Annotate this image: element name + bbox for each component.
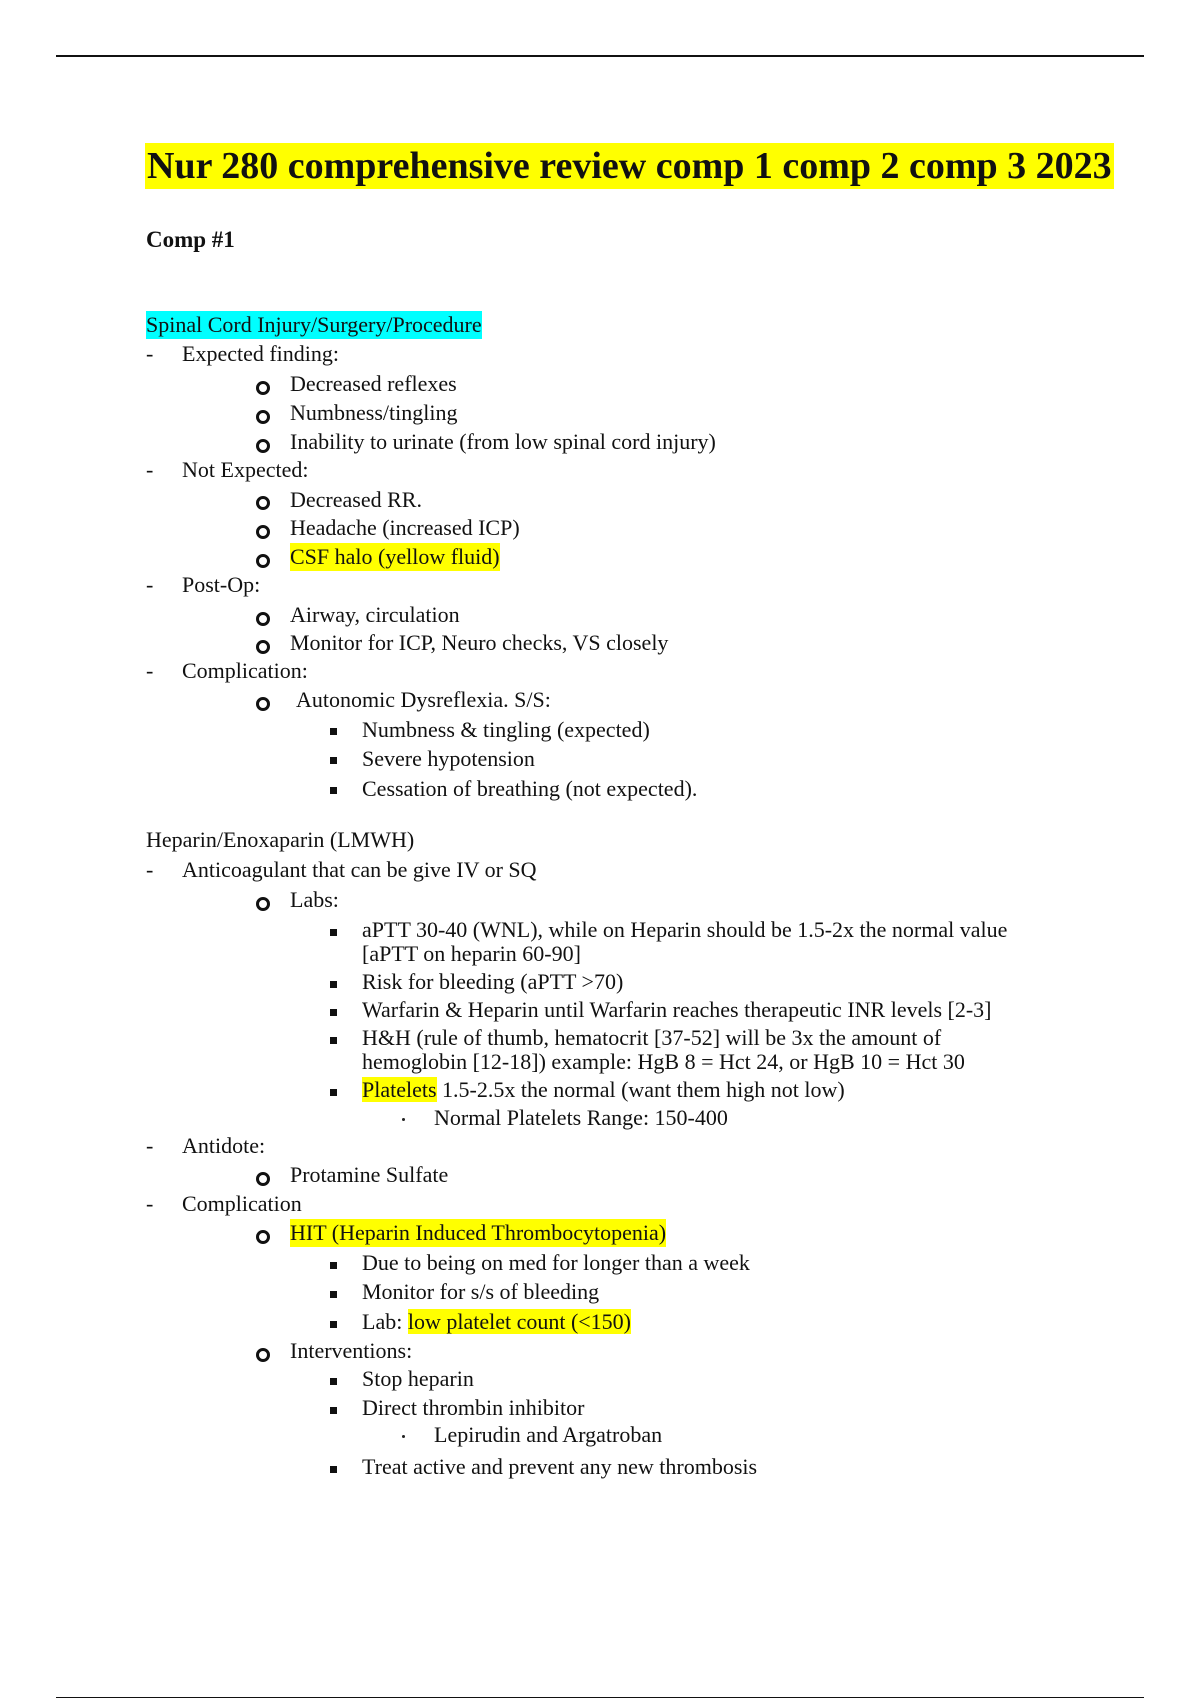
document-title: Nur 280 comprehensive review comp 1 comp 2 comp 3 2023 (147, 145, 1112, 187)
list-item: Lepirudin and Argatroban (434, 1422, 663, 1447)
list-item: Autonomic Dysreflexia. S/S: (296, 687, 551, 712)
list-item-highlighted: HIT (Heparin Induced Thrombocytopenia) (290, 1220, 667, 1245)
list-item: Monitor for ICP, Neuro checks, VS closely (290, 630, 669, 655)
list-item: Complication (182, 1191, 302, 1216)
comp-heading: Comp #1 (146, 227, 235, 252)
circle-bullet (256, 612, 270, 626)
circle-bullet (256, 1172, 270, 1186)
square-bullet (330, 1378, 337, 1385)
list-item: Cessation of breathing (not expected). (362, 776, 698, 801)
list-item: Normal Platelets Range: 150-400 (434, 1105, 728, 1130)
list-item: H&H (rule of thumb, hematocrit [37-52] will be 3x the amount of (362, 1025, 942, 1050)
list-item: aPTT 30-40 (WNL), while on Heparin should be 1.5-2x the normal value (362, 917, 1008, 942)
square-bullet (330, 1321, 337, 1328)
circle-bullet (256, 410, 270, 424)
list-item: Decreased reflexes (290, 371, 457, 396)
list-item: Warfarin & Heparin until Warfarin reaches therapeutic INR levels [2-3] (362, 997, 992, 1022)
circle-bullet (256, 640, 270, 654)
circle-bullet (256, 554, 270, 568)
list-item: Decreased RR. (290, 487, 422, 512)
square-bullet (330, 1407, 337, 1414)
list-item: Anticoagulant that can be give IV or SQ (182, 857, 537, 882)
section-heading-spinal: Spinal Cord Injury/Surgery/Procedure (146, 312, 482, 337)
list-item: Expected finding: (182, 341, 340, 366)
list-item: Severe hypotension (362, 746, 535, 771)
square-bullet (330, 929, 337, 936)
square-bullet (330, 1037, 337, 1044)
square-bullet (330, 1466, 337, 1473)
square-bullet (330, 1009, 337, 1016)
square-bullet (330, 728, 337, 735)
list-item: Inability to urinate (from low spinal cord injury) (290, 429, 716, 454)
circle-bullet (256, 439, 270, 453)
list-item: Antidote: (182, 1133, 266, 1158)
dash-bullet: - (146, 572, 154, 597)
list-item (362, 1308, 631, 1336)
circle-bullet (256, 381, 270, 395)
dash-bullet: - (146, 1133, 154, 1158)
lab-label: Lab: (362, 1309, 408, 1334)
list-item: Direct thrombin inhibitor (362, 1395, 585, 1420)
circle-bullet (256, 1230, 270, 1244)
list-item (362, 1076, 845, 1104)
square-bullet (330, 757, 337, 764)
square-bullet (330, 981, 337, 988)
square-bullet (330, 1089, 337, 1096)
square-bullet (330, 1291, 337, 1298)
list-item-continuation: hemoglobin [12-18]) example: HgB 8 = Hct 24, or HgB 10 = Hct 30 (362, 1049, 965, 1074)
list-item: Labs: (290, 887, 339, 912)
dash-bullet: - (146, 457, 154, 482)
list-item: Not Expected: (182, 457, 309, 482)
list-item: Post-Op: (182, 572, 261, 597)
platelets-rest: 1.5-2.5x the normal (want them high not low) (436, 1077, 845, 1102)
platelets-highlight: Platelets (362, 1077, 437, 1102)
list-item: Airway, circulation (290, 602, 460, 627)
dot-bullet (402, 1118, 405, 1121)
dot-bullet (402, 1435, 405, 1438)
circle-bullet (256, 525, 270, 539)
list-item: Numbness/tingling (290, 400, 458, 425)
circle-bullet (256, 697, 270, 711)
circle-bullet (256, 1348, 270, 1362)
dash-bullet: - (146, 658, 154, 683)
bottom-rule (56, 1697, 1144, 1698)
circle-bullet (256, 496, 270, 510)
square-bullet (330, 1262, 337, 1269)
dash-bullet: - (146, 857, 154, 882)
list-item: Risk for bleeding (aPTT >70) (362, 969, 624, 994)
list-item-continuation: [aPTT on heparin 60-90] (362, 941, 581, 966)
list-item: Interventions: (290, 1338, 413, 1363)
list-item: Protamine Sulfate (290, 1162, 449, 1187)
list-item: Headache (increased ICP) (290, 515, 520, 540)
dash-bullet: - (146, 1191, 154, 1216)
circle-bullet (256, 897, 270, 911)
dash-bullet: - (146, 341, 154, 366)
list-item: Monitor for s/s of bleeding (362, 1279, 600, 1304)
list-item: Due to being on med for longer than a week (362, 1250, 750, 1275)
list-item-highlighted: CSF halo (yellow fluid) (290, 544, 500, 569)
low-platelet-highlight: low platelet count (<150) (407, 1309, 632, 1334)
section-heading-heparin: Heparin/Enoxaparin (LMWH) (146, 827, 415, 852)
top-rule (56, 55, 1144, 57)
list-item: Treat active and prevent any new thrombosis (362, 1454, 758, 1479)
list-item: Stop heparin (362, 1366, 474, 1391)
list-item: Complication: (182, 658, 308, 683)
list-item: Numbness & tingling (expected) (362, 717, 650, 742)
square-bullet (330, 787, 337, 794)
